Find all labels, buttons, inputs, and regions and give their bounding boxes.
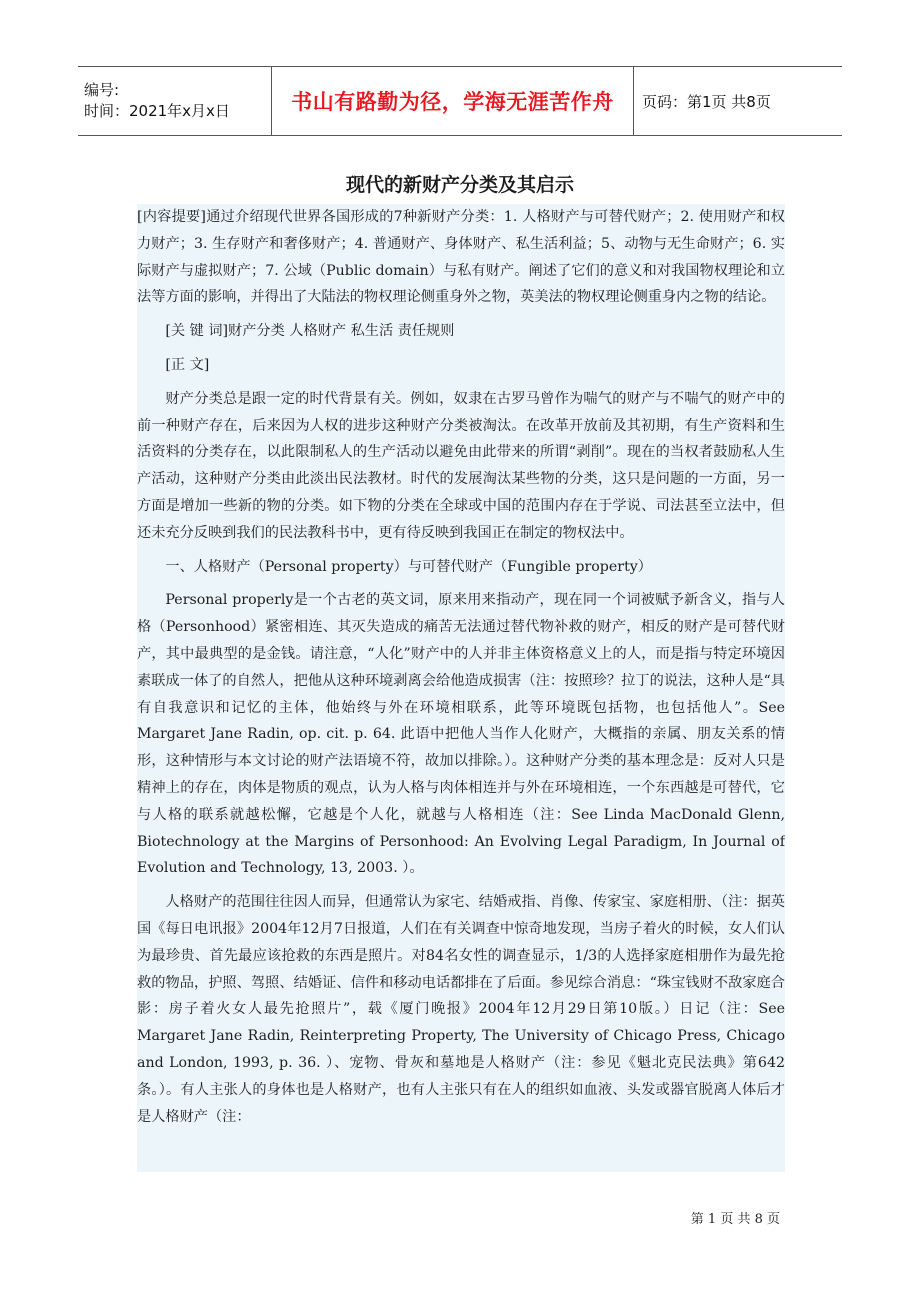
- header-motto: 书山有路勤为径，学海无涯苦作舟: [291, 90, 614, 114]
- document-title: 现代的新财产分类及其启示: [345, 174, 574, 196]
- abstract-paragraph: [内容提要]通过介绍现代世界各国形成的7种新财产分类：1. 人格财产与可替代财产；2. 使用财产和权力财产；3. 生存财产和奢侈财产；4. 普通财产、身体财产、私生活利益；5、动物与无生命财产；6. 实际财产与虚拟财产；7. 公域（Public domain）与私有财产。阐述了它们的意义和对我国物权理论和立法等方面的影响，并得出了大陆法的物权理论侧重身外之物，英美法的物权理论侧重身内之物的结论。: [137, 209, 785, 306]
- document-number-label: 编号:: [84, 81, 120, 99]
- section-heading: 一、人格财产（Personal property）与可替代财产（Fungible property）: [165, 558, 652, 575]
- document-date-label: 时间：2021年x月x日: [84, 102, 230, 120]
- page-footer: 第 1 页 共 8 页: [690, 1212, 780, 1227]
- header-motto-cell: [272, 67, 634, 135]
- body-label-paragraph: [正 文]: [165, 356, 210, 373]
- keywords-paragraph: [关 键 词]财产分类 人格财产 私生活 责任规则: [165, 323, 455, 340]
- header-meta-cell: [78, 67, 272, 135]
- personal-property-paragraph: Personal properly是一个古老的英文词，原来用来指动产，现在同一个词被赋予新含义，指与人格（Personhood）紧密相连、其灭失造成的痛苦无法通过替代物补救的财产，相反的财产是可替代财产，其中最典型的是金钱。请注意，“人化”财产中的人并非主体资格意义上的人，而是指与特定环境因素联成一体了的自然人，把他从这种环境剥离会给他造成损害（注：按照珍？拉丁的说法，这种人是“具有自我意识和记忆的主体，他始终与外在环境相联系，此等环境既包括物，也包括他人”。See Margaret Jane Radin, op. cit. p. 64. 此语中把他人当作人化财产，大概指的亲属、朋友关系的情形，这种情形与本文讨论的财产法语境不符，故加以排除。）。这种财产分类的基本理念是：反对人只是精神上的存在，肉体是物质的观点，认为人格与肉体相连并与外在环境相连，一个东西越是可替代，它与人格的联系就越松懈，它越是个人化，就越与人格相连（注：See Linda MacDonald Glenn, Biotechnology at the Margins of Personhood: An Evolving Legal Paradigm, In Journal of Evolution and Technology, 13, 2003. ）。: [137, 592, 785, 877]
- intro-paragraph: 财产分类总是跟一定的时代背景有关。例如，奴隶在古罗马曾作为喘气的财产与不喘气的财产中的前一种财产存在，后来因为人权的进步这种财产分类被淘汰。在改革开放前及其初期，有生产资料和生活资料的分类存在，以此限制私人的生产活动以避免由此带来的所谓“剥削”。现在的当权者鼓励私人生产活动，这种财产分类由此淡出民法教材。时代的发展淘汰某些物的分类，这只是问题的一方面，另一方面是增加一些新的物的分类。如下物的分类在全球或中国的范围内存在于学说、司法甚至立法中，但还未充分反映到我们的民法教科书中，更有待反映到我国正在制定的物权法中。: [137, 390, 785, 541]
- header-table: [78, 66, 842, 136]
- header-page-info: 页码：第1页 共8页: [642, 92, 771, 111]
- personal-property-scope-paragraph: 人格财产的范围往往因人而异，但通常认为家宅、结婚戒指、肖像、传家宝、家庭相册、（注：据英国《每日电讯报》2004年12月7日报道，人们在有关调查中惊奇地发现，当房子着火的时候，女人们认为最珍贵、首先最应该抢救的东西是照片。对84名女性的调查显示，1/3的人选择家庭相册作为最先抢救的物品，护照、驾照、结婚证、信件和移动电话都排在了后面。参见综合消息：“珠宝钱财不敌家庭合影：房子着火女人最先抢照片”，载《厦门晚报》2004年12月29日第10版。）日记（注：See Margaret Jane Radin, Reinterpreting Property, The University of Chicago Press, Chicago and London, 1993, p. 36. ）、宠物、骨灰和墓地是人格财产（注：参见《魁北克民法典》第642条。）。有人主张人的身体也是人格财产，也有人主张只有在人的组织如血液、头发或器官脱离人体后才是人格财产（注：: [137, 894, 785, 1125]
- header-page-cell: [634, 67, 842, 135]
- document-body: [137, 204, 785, 1172]
